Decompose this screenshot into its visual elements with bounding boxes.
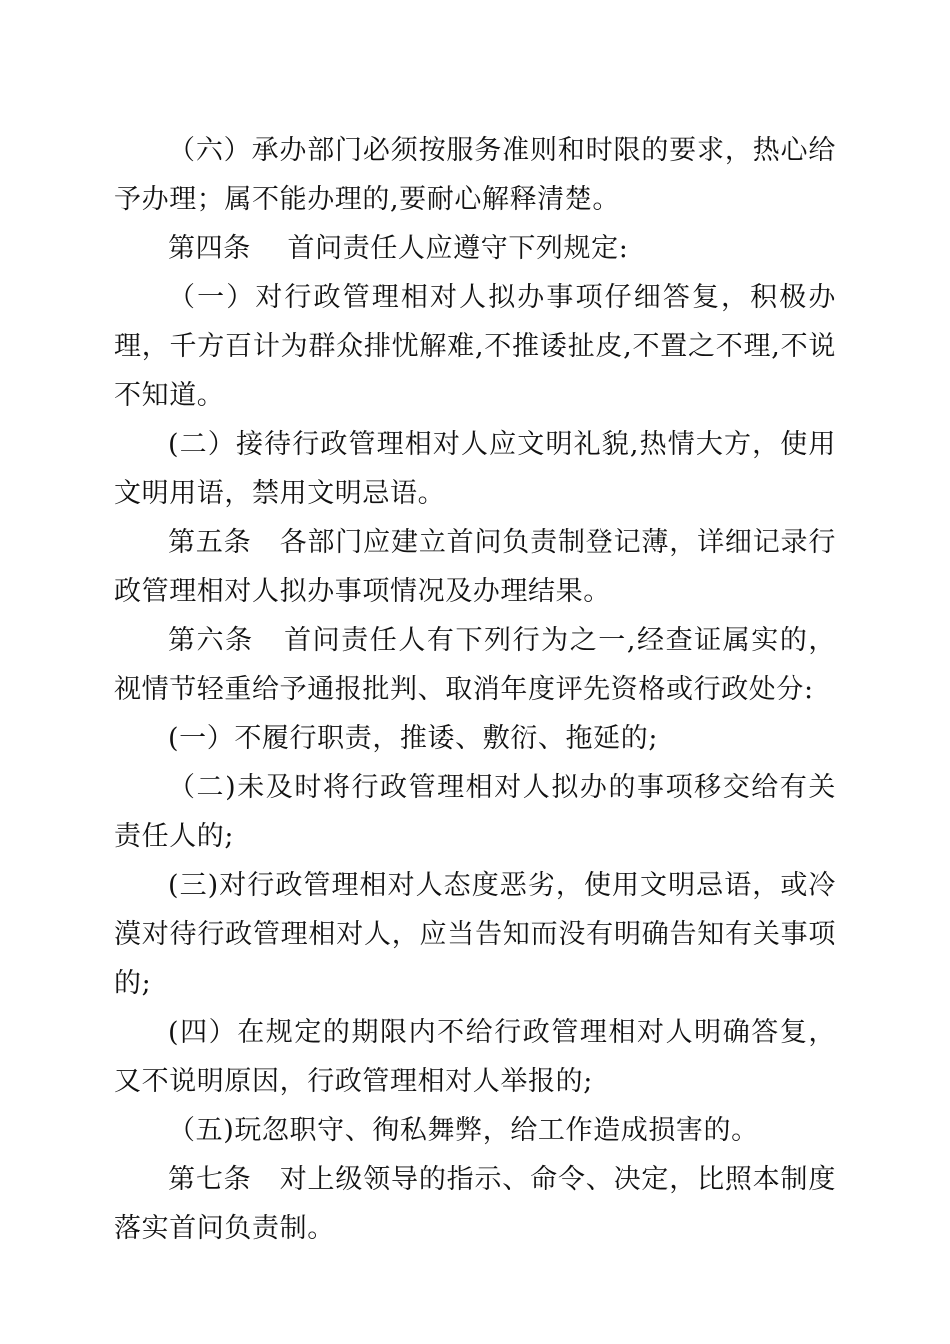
article-7: 第七条 对上级领导的指示、命令、决定，比照本制度落实首问负责制。 (114, 1164, 836, 1244)
paragraph-item-2: (二）接待行政管理相对人应文明礼貌,热情大方，使用文明用语，禁用文明忌语。 (114, 429, 836, 509)
article-6-item-5: （五)玩忽职守、徇私舞弊，给工作造成损害的。 (168, 1115, 759, 1146)
article-6-item-1: (一）不履行职责，推诿、敷衍、拖延的; (168, 723, 659, 754)
paragraph-item-1: （一）对行政管理相对人拟办事项仔细答复，积极办理，千方百计为群众排忧解难,不推诿扯皮,不置之不理,不说不知道。 (114, 282, 836, 411)
article-6-item-2: （二)未及时将行政管理相对人拟办的事项移交给有关责任人的; (114, 772, 836, 852)
article-6-item-4: (四）在规定的期限内不给行政管理相对人明确答复，又不说明原因，行政管理相对人举报的; (114, 1017, 836, 1097)
article-6-item-3: (三)对行政管理相对人态度恶劣，使用文明忌语，或冷漠对待行政管理相对人，应当告知而没有明确告知有关事项的; (114, 870, 836, 999)
document-body (114, 126, 836, 1253)
article-6: 第六条 首问责任人有下列行为之一,经查证属实的，视情节轻重给予通报批判、取消年度评先资格或行政处分: (114, 625, 836, 705)
paragraph-item-6: （六）承办部门必须按服务准则和时限的要求，热心给予办理；属不能办理的,要耐心解释清楚。 (114, 135, 836, 215)
article-5: 第五条 各部门应建立首问负责制登记薄，详细记录行政管理相对人拟办事项情况及办理结果。 (114, 527, 836, 607)
article-4-heading: 第四条 首问责任人应遵守下列规定: (168, 233, 629, 264)
